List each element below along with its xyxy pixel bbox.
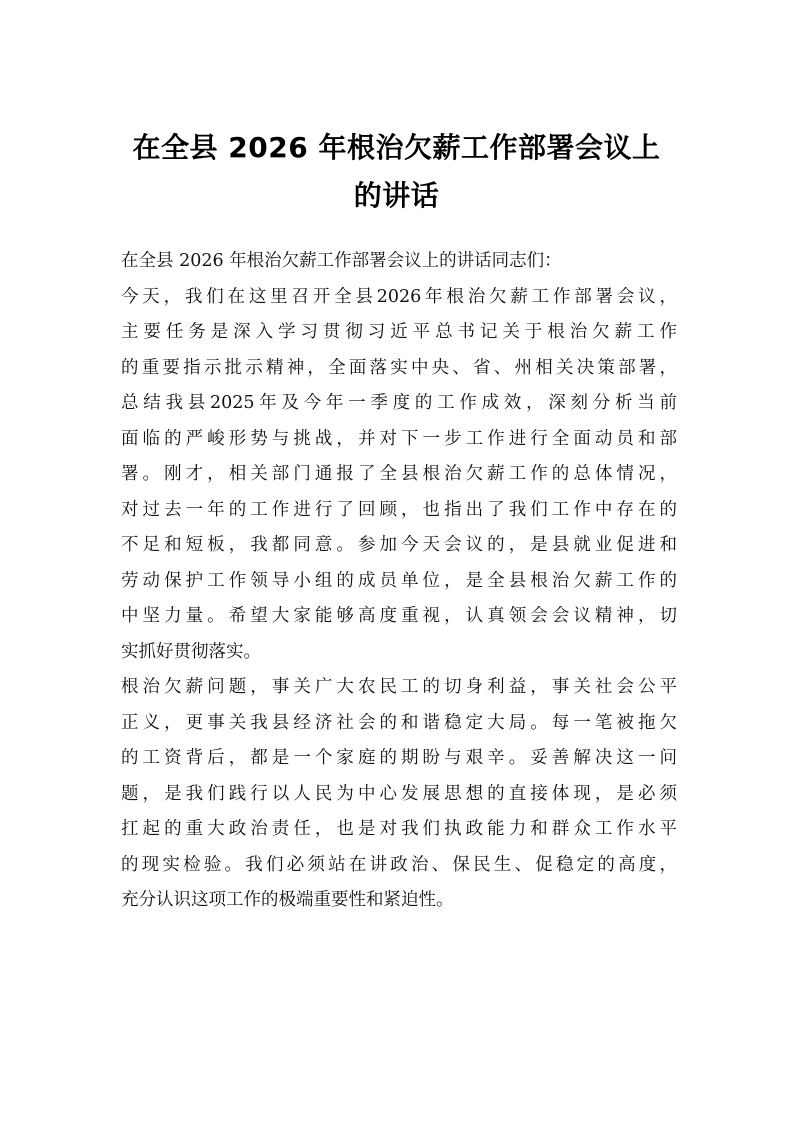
text-line: 正义，更事关我县经济社会的和谐稳定大局。每一笔被拖欠 <box>121 712 677 733</box>
text-line: 不足和短板，我都同意。参加今天会议的，是县就业促进和 <box>121 535 677 555</box>
text-line: 劳动保护工作领导小组的成员单位，是全县根治欠薪工作的 <box>121 570 677 591</box>
text-line: 今天，我们在这里召开全县2026年根治欠薪工作部署会议， <box>121 286 677 307</box>
paragraph-significance <box>121 670 677 919</box>
text-line: 对过去一年的工作进行了回顾，也指出了我们工作中存在的 <box>121 499 677 520</box>
text-line: 题，是我们践行以人民为中心发展思想的直接体现，是必须 <box>121 783 677 804</box>
text-line: 总结我县2025年及今年一季度的工作成效，深刻分析当前 <box>121 393 677 413</box>
text-line: 根治欠薪问题，事关广大农民工的切身利益，事关社会公平 <box>121 677 677 697</box>
text-line: 的工资背后，都是一个家庭的期盼与艰辛。妥善解决这一问 <box>121 748 677 768</box>
text-line: 面临的严峻形势与挑战，并对下一步工作进行全面动员和部 <box>121 428 677 449</box>
text-line: 主要任务是深入学习贯彻习近平总书记关于根治欠薪工作 <box>121 322 677 342</box>
text-line: 的现实检验。我们必须站在讲政治、保民生、促稳定的高度， <box>121 854 677 875</box>
text-line: 充分认识这项工作的极端重要性和紧迫性。 <box>121 890 454 910</box>
text-line: 扛起的重大政治责任，也是对我们执政能力和群众工作水平 <box>121 819 677 839</box>
paragraph-salutation <box>121 244 677 280</box>
paragraph-opening <box>121 280 677 671</box>
document-title-line-2: 的讲话 <box>353 179 440 212</box>
text-line: 的重要指示批示精神，全面落实中央、省、州相关决策部署， <box>121 357 677 378</box>
text-line: 署。刚才，相关部门通报了全县根治欠薪工作的总体情况， <box>121 464 677 484</box>
text-line: 实抓好贯彻落实。 <box>121 641 261 662</box>
document-body <box>121 244 677 919</box>
text-line: 在全县 2026 年根治欠薪工作部署会议上的讲话同志们： <box>121 251 562 271</box>
text-line: 中坚力量。希望大家能够高度重视，认真领会会议精神，切 <box>121 606 677 626</box>
document-title-line-1: 在全县 2026 年根治欠薪工作部署会议上 <box>132 131 661 164</box>
